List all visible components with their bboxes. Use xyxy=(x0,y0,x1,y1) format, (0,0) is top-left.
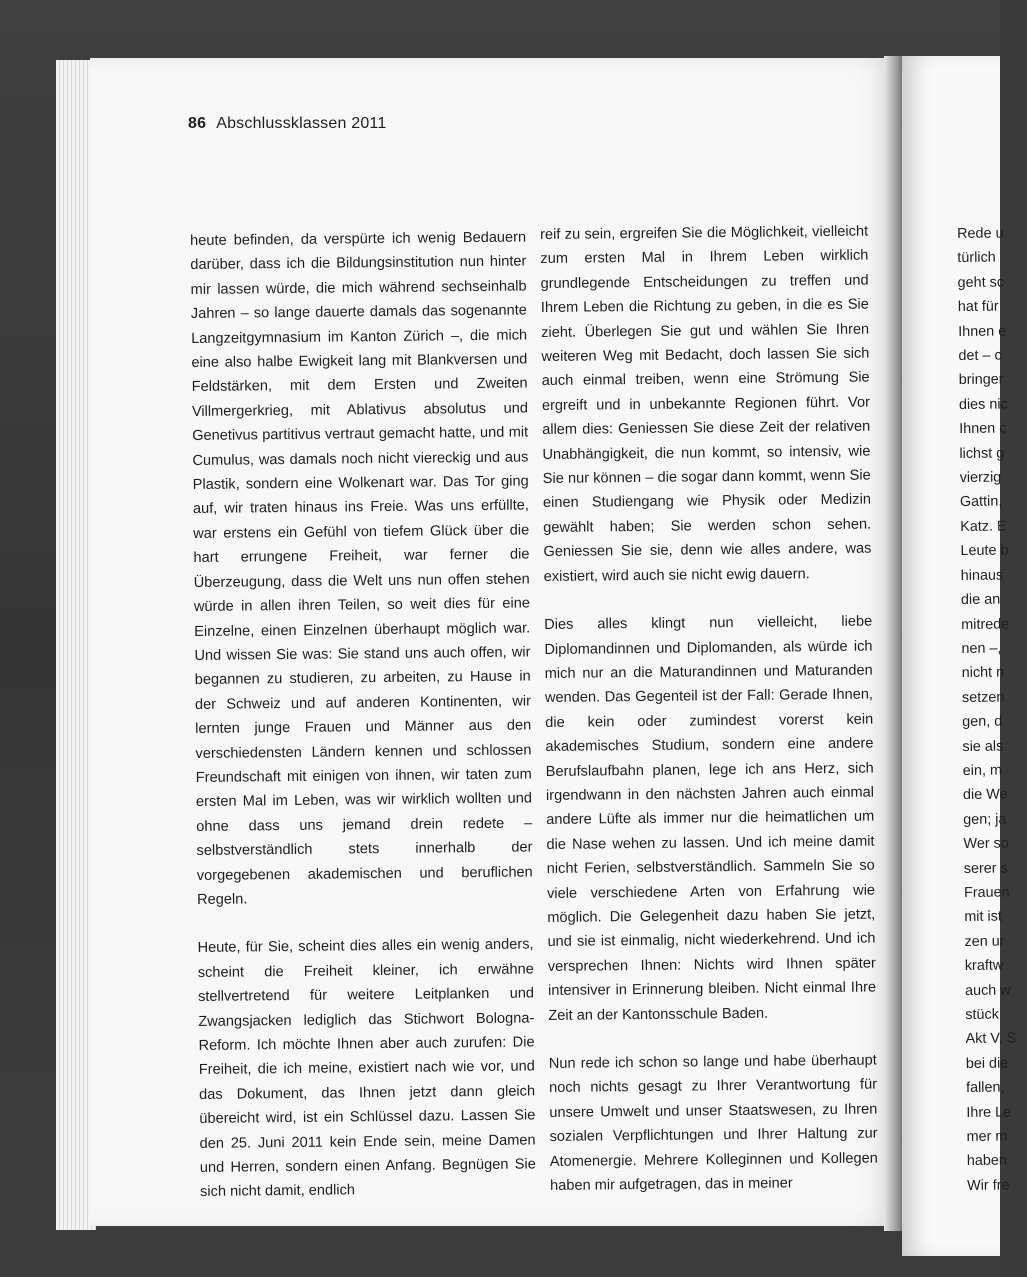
text-line: Katz. E xyxy=(960,518,1007,535)
paragraph: reif zu sein, ergreifen Sie die Möglichkeit, vielleicht zum ersten Mal in Ihrem Leben wirklich grundlegende Entscheidungen zu treffen und Ihrem Leben die Richtung zu geben, in die es Sie zieht. Überlegen Sie gut und wählen Sie Ihren weiteren Weg mit Bedacht, doch lassen Sie sich auch einmal treiben, wenn eine Strömung Sie ergreift und in unbekannte Regionen führt. Vor allem dies: Geniessen Sie diese Zeit der relativen Unabhängigkeit, die nun kommt, so intensiv, wie Sie nur können – die sogar dann kommt, wenn Sie einen Studiengang wie Physik oder Medizin gewählt haben; Sie werden schon sehen. Geniessen Sie sie, denn wie alles andere, was existiert, wird auch sie nicht ewig dauern. xyxy=(540,223,872,585)
text-line: Rede u xyxy=(957,225,1004,242)
text-line: nicht n xyxy=(961,664,1005,682)
text-line: zen ur xyxy=(964,933,1005,950)
running-title: Abschlussklassen 2011 xyxy=(216,115,387,132)
page-number: 86 xyxy=(188,115,207,132)
running-header xyxy=(188,115,386,133)
text-line: mer m xyxy=(966,1128,1008,1145)
paragraph: heute befinden, da verspürte ich wenig Bedauern darüber, dass ich die Bildungsinstitution nun hinter mir lassen würde, die mich während sechseinhalb Jahren – so lange dauerte damals das sogenannte Langzeitgymnasium im Kanton Zürich –, die mich eine also halbe Ewigkeit lang mit Blankversen und Feldstärken, mit dem Ersten und Zweiten Villmergerkrieg, mit Ablativus absolutus und Genetivus partitivus vertraut gemacht hatte, und mit Cumulus, was damals noch nicht viereckig und aus Plastik, sondern eine Wolkenart war. Das Tor ging auf, wir traten hinaus ins Freie. Was uns erfüllte, war erstens ein Gefühl von tiefem Glück über die hart errungene Freiheit, war ferner die Überzeugung, dass die Welt uns nun offen stehen würde in allen ihren Teilen, so weit dies für eine Einzelne, einen Einzelnen überhaupt möglich war. Und wissen Sie was: Sie stand uns auch offen, wir begannen zu studieren, zu arbeiten, zu Hause in der Schweiz und auf anderen Kontinenten, wir lernten junge Frauen und Männer aus den verschiedensten Ländern kennen und schlossen Freundschaft mit einigen von ihnen, wir taten zum ersten Mal im Leben, was wir wirklich wollten und ohne dass uns jemand drein redete – selbstverständlich stets innerhalb der vorgegebenen akademischen und beruflichen Regeln. xyxy=(190,229,533,908)
text-line: Akt V, S xyxy=(965,1030,1017,1048)
text-line: haben xyxy=(966,1152,1007,1170)
text-line: türlich xyxy=(957,250,996,267)
text-line: mitrede xyxy=(961,615,1010,633)
text-line: setzen xyxy=(961,689,1005,706)
text-line: Ihnen e xyxy=(958,323,1007,340)
text-line: geht sc xyxy=(957,274,1005,291)
text-line: Frauen xyxy=(963,884,1010,901)
text-line: ein, m xyxy=(962,762,1003,779)
paragraph: Dies alles klingt nun vielleicht, liebe Diplomandinnen und Diplomanden, als würde ich mich nur an die Maturandinnen und Maturanden wenden. Das Gegenteil ist der Fall: Gerade Ihnen, die kein oder zumindest vorerst kein akademisches Studium, sondern eine andere Berufslaufbahn planen, lege ich ans Herz, sich irgendwann in den nächsten Jahren auch einmal andere Lüfte als immer nur die heimatlichen um die Nase wehen zu lassen. Und ich meine damit nicht Ferien, selbstverständlich. Sammeln Sie so viele verschiedene Arten von Erfahrung wie möglich. Die Gelegenheit dazu haben Sie jetzt, und sie ist einmalig, nicht wiederkehrend. Und ich versprechen Ihnen: Nichts wird Ihnen später intensiver in Erinnerung bleiben. Nicht einmal Ihre Zeit an der Kantonsschule Baden. xyxy=(544,613,877,1024)
text-line: Leute b xyxy=(960,542,1009,560)
paragraph: Nun rede ich schon so lange und habe überhaupt noch nichts gesagt zu Ihrer Verantwortung für unsere Umwelt und unser Staatswesen, zu Ihren sozialen Verpflichtungen und Ihrer Haltung zur Atomenergie. Mehrere Kolleginnen und Kollegen haben mir aufgetragen, das in meiner xyxy=(548,1052,878,1194)
text-line: fallen, xyxy=(965,1079,1005,1097)
text-line: mit ist xyxy=(964,908,1002,926)
text-line: serer s xyxy=(963,860,1008,877)
text-line: die We xyxy=(962,786,1008,804)
text-line: Gattin, xyxy=(959,494,1003,511)
paragraph: Heute, für Sie, scheint dies alles ein wenig anders, scheint die Freiheit kleiner, ich erwähne stellvertretend für weitere Leitplanken und Zwangsjacken lediglich das Stichwort Bologna-Reform. Ich möchte Ihnen aber auch zurufen: Die Freiheit, die ich meine, existiert nach wie vor, und das Dokument, das Ihnen jetzt dann gleich übereicht wird, ist ein Schlüssel dazu. Lassen Sie den 25. Juni 2011 kein Ende sein, meine Damen und Herren, sondern einen Anfang. Begnügen Sie sich nicht damit, endlich xyxy=(197,936,536,1201)
text-line: det – c xyxy=(958,347,1002,365)
text-line: gen; ja xyxy=(963,811,1007,828)
text-line: Wir fre xyxy=(967,1177,1010,1194)
text-line: auch w xyxy=(964,982,1011,999)
text-line: vierzig xyxy=(959,469,1002,487)
text-line: Wer so xyxy=(963,835,1009,853)
text-line: hinaus xyxy=(960,567,1004,584)
text-line: lichst g xyxy=(959,445,1005,462)
text-line: Ihre Le xyxy=(966,1104,1012,1121)
text-line: bei die xyxy=(965,1055,1009,1072)
text-column-left xyxy=(190,225,536,1204)
text-line: nen –, xyxy=(961,640,1002,657)
text-line: sie als xyxy=(962,738,1004,755)
text-line: gen, d xyxy=(962,713,1003,731)
text-line: Ihnen c xyxy=(959,420,1007,438)
text-column-right-cropped xyxy=(957,221,1027,1198)
text-line: die an xyxy=(960,591,1001,609)
text-line: dies nic xyxy=(958,396,1008,413)
text-line: bringer xyxy=(958,371,1004,389)
text-line: kraftw xyxy=(964,957,1004,975)
text-column-middle xyxy=(540,220,878,1199)
text-line: hat für xyxy=(957,298,999,316)
text-line: stück xyxy=(965,1006,999,1023)
